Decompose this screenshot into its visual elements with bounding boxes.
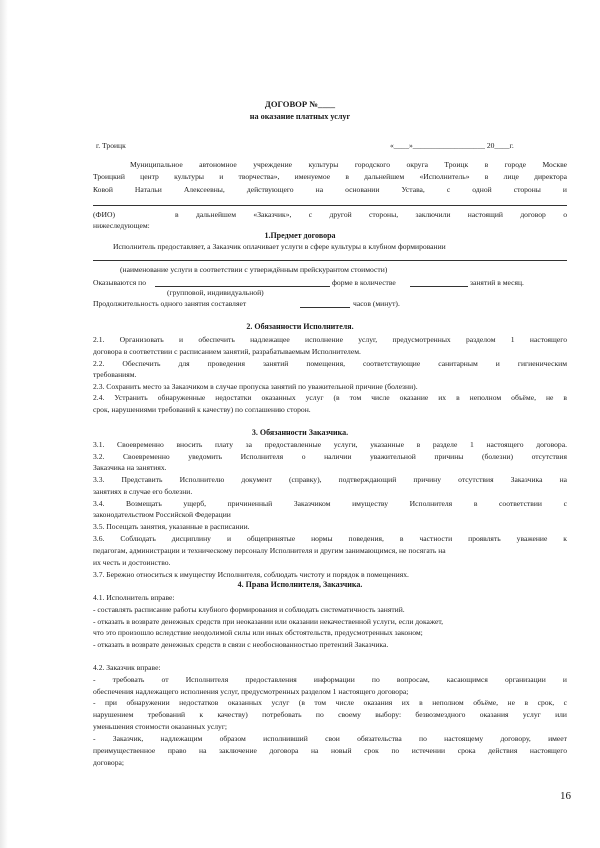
section-3-heading: 3. Обязанности Заказчика. (251, 428, 349, 437)
s2-item: требованиям. (93, 370, 137, 379)
s4-item: - составлять расписание работы клубного формирования и соблюдать систематичность занятий. (93, 605, 405, 614)
contract-title: ДОГОВОР №____ (264, 99, 336, 109)
intro-line-5: нижеследующем: (93, 221, 150, 230)
s3-item: законодательством Российской Федерации (93, 510, 231, 519)
s3-item: 3.7. Бережно относиться к имуществу Исполнителя, соблюдать чистоту и порядок в помещениях. (93, 570, 409, 579)
duration-blank (300, 307, 350, 308)
s1-line-4: (групповой, индивидуальной) (167, 288, 264, 297)
scan-edge (0, 0, 8, 848)
date-line: «____»___________________ 20____г. (390, 141, 514, 150)
form-blank (155, 286, 330, 287)
intro-line-2: Троицкий центр культуры и творчества», именуемое в дальнейшем «Исполнитель» в лице директора (93, 172, 567, 181)
service-name-line (93, 260, 567, 261)
s4-subheading-1: 4.1. Исполнитель вправе: (93, 593, 175, 602)
s3-item: занятиях в случае его болезни. (93, 487, 193, 496)
s4-item: - отказать в возврате денежных средств при неоказании или оказании некачественной услуги, если докажет, (93, 617, 444, 626)
s4-item: преимущественное право на заключение договора на новый срок по истечении срока действия настоящего (93, 746, 567, 755)
s2-item: срок, нарушениями требований к качеству) по соглашению сторон. (93, 405, 311, 414)
s3-item: педагогам, администрации и техническому персоналу Исполнителя и другим занимающимся, не посягать на (93, 546, 446, 555)
s4-item: уменьшения стоимости оказанных услуг; (93, 722, 228, 731)
s3-item: 3.2. Своевременно уведомить Исполнителя о наличии уважительной причины (болезни) отсутствия (93, 452, 567, 461)
s1-line-1: Исполнитель предоставляет, а Заказчик оплачивает услуги в сфере культуры в клубном формировании (113, 242, 446, 251)
s1-line-3-start: Оказываются по (93, 278, 146, 287)
s2-item: 2.3. Сохранить место за Заказчиком в случае пропуска занятий по уважительной причине (болезни). (93, 382, 418, 391)
s2-item: договора в соответствии с расписанием занятий, разрабатываемым Исполнителем. (93, 347, 361, 356)
s4-item: - при обнаружении недостатков оказанных услуг (в том числе оказания их в неполном объёме, не в срок, с (93, 698, 567, 707)
s3-item: 3.1. Своевременно вносить плату за предоставленные услуги, указанные в разделе 1 настоящего договора. (93, 440, 567, 449)
s4-item: обеспечения надлежащего исполнения услуг, предусмотренных разделом 1 настоящего договора; (93, 687, 409, 696)
s4-item: - отказать в возврате денежных средств в связи с необоснованностью претензий Заказчика. (93, 640, 389, 649)
s4-item: нарушением требований к качеству) потребовать по своему выбору: безвозмездного оказания услуг или (93, 710, 567, 719)
s4-item: - Заказчик, надлежащим образом исполнивший свои обязательства по настоящему договору, имеет (93, 734, 567, 743)
intro-line-1: Муниципальное автономное учреждение культуры городского округа Троицк в городе Москве (130, 160, 567, 169)
page-number: 16 (560, 790, 571, 802)
s1-line-3-end: занятий в месяц. (470, 278, 524, 287)
city: г. Троицк (96, 141, 126, 150)
s2-item: 2.4. Устранить обнаруженные недостатки оказанных услуг (в том числе оказание их в неполном объёме, не в (93, 393, 567, 402)
s3-item: 3.4. Возмещать ущерб, причиненный Заказчиком имуществу Исполнителя в соответствии с (93, 499, 567, 508)
s1-line-2: (наименование услуги в соответствии с утверждённым прейскурантом стоимости) (120, 265, 388, 274)
count-blank (410, 286, 468, 287)
s1-line-3-mid: форме в количестве (332, 278, 396, 287)
s4-item: что это произошло вследствие неодолимой силы или иных обстоятельств, предусмотренных законом; (93, 628, 423, 637)
s4-item: договора; (93, 758, 124, 767)
s2-item: 2.1. Организовать и обеспечить надлежащее исполнение услуг, предусмотренных разделом 1 настоящего (93, 335, 567, 344)
intro-line-3: Ковой Натальи Алексеевны, действующего на основании Устава, с одной стороны и (93, 185, 567, 194)
s2-item: 2.2. Обеспечить для проведения занятий помещения, соответствующие санитарным и гигиеническим (93, 359, 567, 368)
s4-subheading-2: 4.2. Заказчик вправе: (93, 663, 161, 672)
section-4-heading: 4. Права Исполнителя, Заказчика. (237, 580, 363, 589)
s3-item: 3.3. Представить Исполнителю документ (справку), подтверждающий причину отсутствия Заказчика на (93, 475, 567, 484)
intro-line-4: в дальнейшем «Заказчик», с другой стороны, заключили настоящий договор о (175, 210, 567, 219)
s1-line-5-end: часов (минут). (353, 299, 400, 308)
s3-item: Заказчика на занятиях. (93, 463, 167, 472)
intro-fio-label: (ФИО) (93, 210, 116, 219)
s3-item: 3.5. Посещать занятия, указанные в расписании. (93, 522, 250, 531)
s4-item: - требовать от Исполнителя предоставления информации по вопросам, касающимся организации и (93, 675, 567, 684)
s1-line-5-start: Продолжительность одного занятия составляет (93, 299, 247, 308)
s3-item: 3.6. Соблюдать дисциплину и общепринятые нормы поведения, в частности проявлять уважение к (93, 534, 567, 543)
section-2-heading: 2. Обязанности Исполнителя. (246, 322, 354, 331)
customer-name-line (93, 205, 567, 206)
contract-subtitle: на оказание платных услуг (249, 112, 351, 121)
s3-item: их честь и достоинство. (93, 558, 171, 567)
section-1-heading: 1.Предмет договора (264, 231, 336, 240)
